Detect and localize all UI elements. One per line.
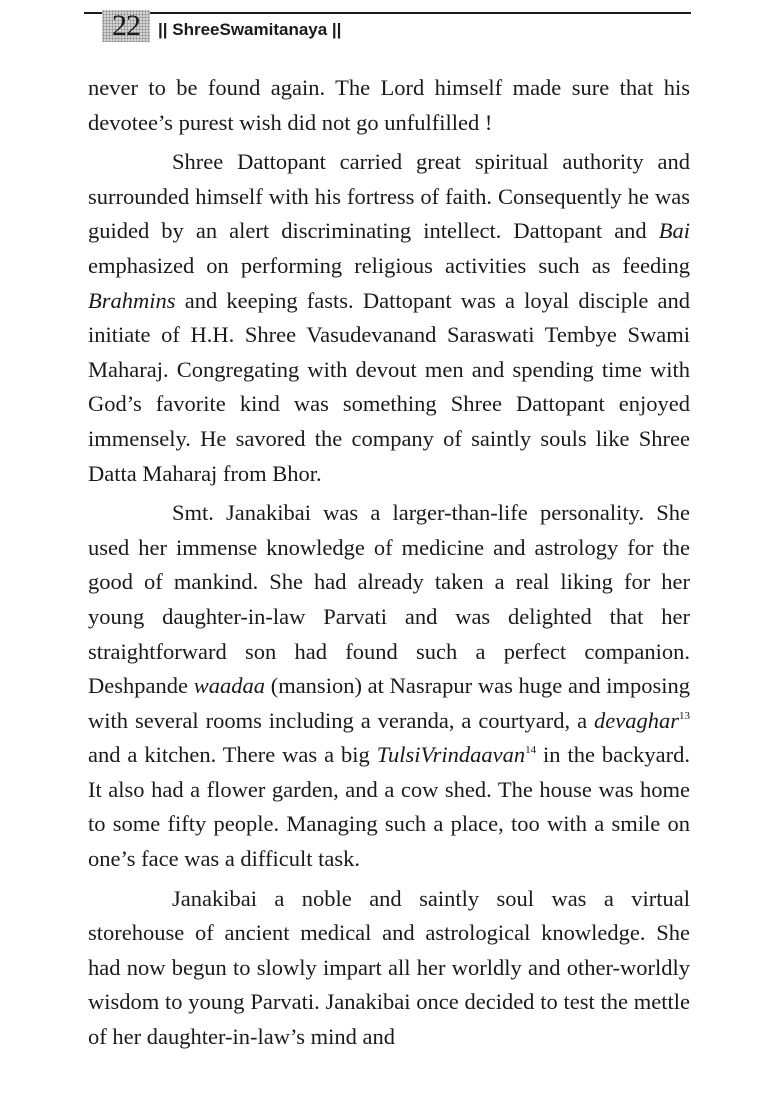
italic-term: waadaa [193,673,265,699]
paragraph [88,882,690,1055]
page-number: 22 [102,10,150,42]
italic-term: TulsiVrindaavan [376,742,526,768]
italic-term: Brahmins [88,287,176,313]
paragraph-text: Janakibai a noble and saintly soul was a virtual storehouse of ancient medical and astrological knowledge. She had now begun to slowly impart all her worldly and other-worldly wisdom to young Parvati. Janakibai once decided to test the mettle of her daughter-in-law’s mind and [88,885,690,1050]
paragraph [88,145,690,491]
paragraph-text: in the backyard. It also had a flower garden, and a cow shed. The house was home to some fifty people. Managing such a place, too with a smile on one’s face was a difficult task. [88,742,690,872]
running-head: || ShreeSwamitanaya || [158,20,342,39]
paragraph-text: Shree Dattopant carried great spiritual authority and surrounded himself with his fortress of faith. Consequently he was guided by an alert discriminating intellect. Dattopant and [88,149,690,244]
italic-term: devaghar [594,707,679,733]
paragraph-text: never to be found again. The Lord himself made sure that his devotee’s purest wish did not go unfulfilled ! [88,75,690,135]
italic-term: Bai [658,218,690,244]
body-text [88,71,690,1060]
header-rule [84,12,691,14]
page-header [84,6,691,46]
paragraph-text: and keeping fasts. Dattopant was a loyal disciple and initiate of H.H. Shree Vasudevanand Saraswati Tembye Swami Maharaj. Congregating with devout men and spending time with God’s favorite kind was something Shree Dattopant enjoyed immensely. He savored the company of saintly souls like Shree Datta Maharaj from Bhor. [88,287,690,486]
paragraph [88,496,690,877]
paragraph [88,71,690,140]
footnote-marker: 14 [525,744,537,757]
paragraph-text: emphasized on performing religious activities such as feeding [88,252,690,278]
paragraph-text: (mansion) at Nasrapur was huge and imposing with several rooms including a veranda, a courtyard, a [88,673,691,733]
footnote-marker: 13 [679,709,690,722]
paragraph-text: Smt. Janakibai was a larger-than-life personality. She used her immense knowledge of medicine and astrology for the good of mankind. She had already taken a real liking for her young daughter-in-law Parvati and was delighted that her straightforward son had found such a perfect companion. Deshpande [88,500,690,699]
paragraph-text: and a kitchen. There was a big [88,742,377,768]
